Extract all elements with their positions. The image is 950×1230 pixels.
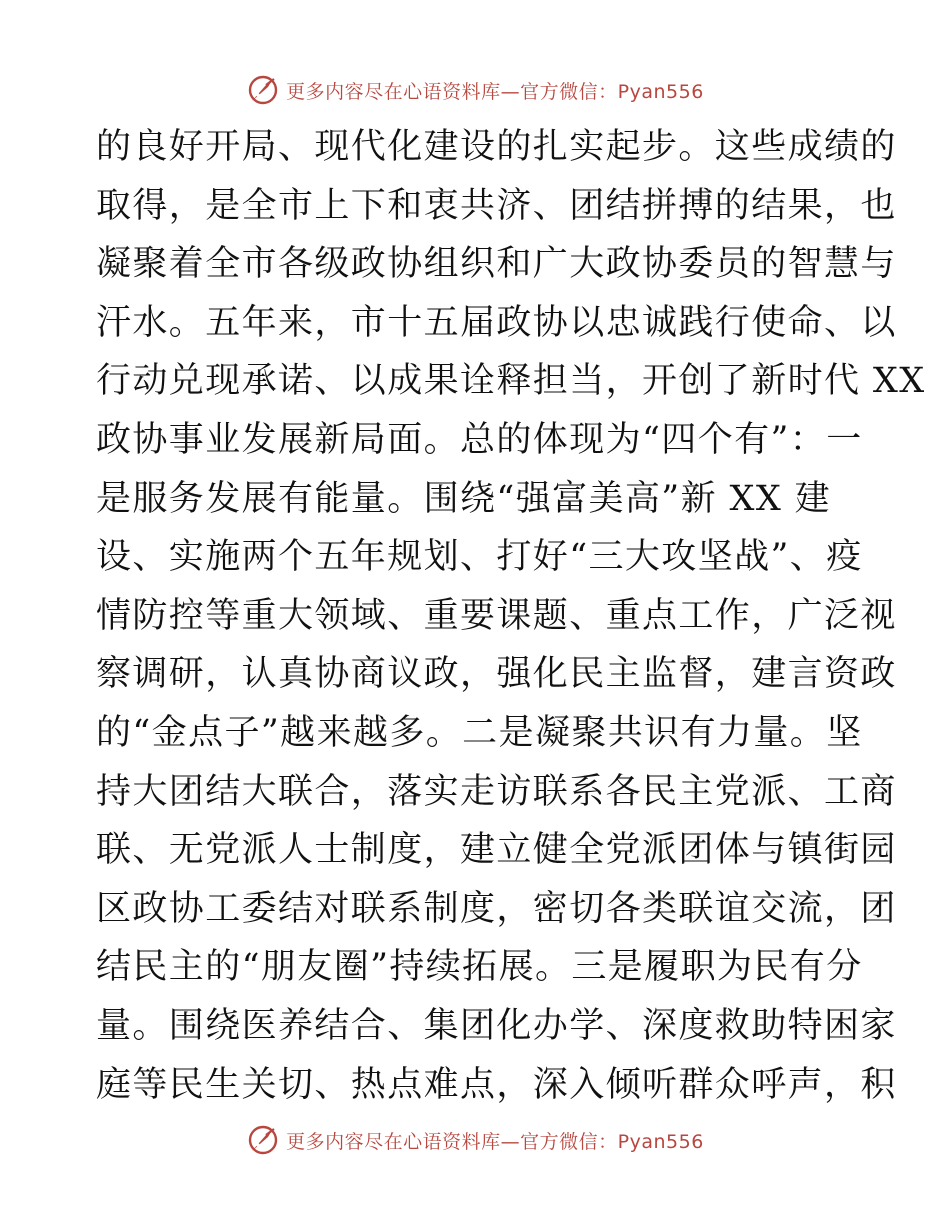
text-line: 汗水。五年来，市十五届政协以忠诚践行使命、以 [96,302,897,343]
text-line: 凝聚着全市各级政协组织和广大政协委员的智慧与 [96,244,897,285]
text-line: 持大团结大联合，落实走访联系各民主党派、工商 [96,771,897,812]
text-line: 是服务发展有能量。围绕“强富美高”新 XX 建 [96,478,832,519]
text-line: 量。围绕医养结合、集团化办学、深度救助特困家 [96,1005,897,1046]
text-line: 结民主的“朋友圈”持续拓展。三是履职为民有分 [96,947,863,988]
text-line: 的良好开局、现代化建设的扎实起步。这些成绩的 [96,127,897,167]
footer-watermark [0,1118,950,1162]
text-line: 行动兑现承诺、以成果诠释担当，开创了新时代 XX [96,361,926,402]
header-watermark [0,68,950,112]
watermark-text: 更多内容尽在心语资料库—官方微信：Pyan556 [286,80,704,103]
text-line: 庭等民生关切、热点难点，深入倾听群众呼声，积 [96,1064,897,1105]
text-line: 区政协工委结对联系制度，密切各类联谊交流，团 [96,888,897,929]
text-line: 政协事业发展新局面。总的体现为“四个有”：一 [96,419,863,460]
text-line: 取得，是全市上下和衷共济、团结拼搏的结果，也 [96,185,897,226]
text-line: 的“金点子”越来越多。二是凝聚共识有力量。坚 [96,712,863,753]
pen-nib-icon [246,1123,280,1157]
text-line: 联、无党派人士制度，建立健全党派团体与镇街园 [96,830,897,871]
pen-nib-icon [246,73,280,107]
text-line: 察调研，认真协商议政，强化民主监督，建言资政 [96,654,897,695]
document-body [96,118,926,1114]
text-line: 情防控等重大领域、重要课题、重点工作，广泛视 [96,595,897,636]
watermark-text: 更多内容尽在心语资料库—官方微信：Pyan556 [286,1130,704,1153]
text-line: 设、实施两个五年规划、打好“三大攻坚战”、疫 [96,537,863,578]
